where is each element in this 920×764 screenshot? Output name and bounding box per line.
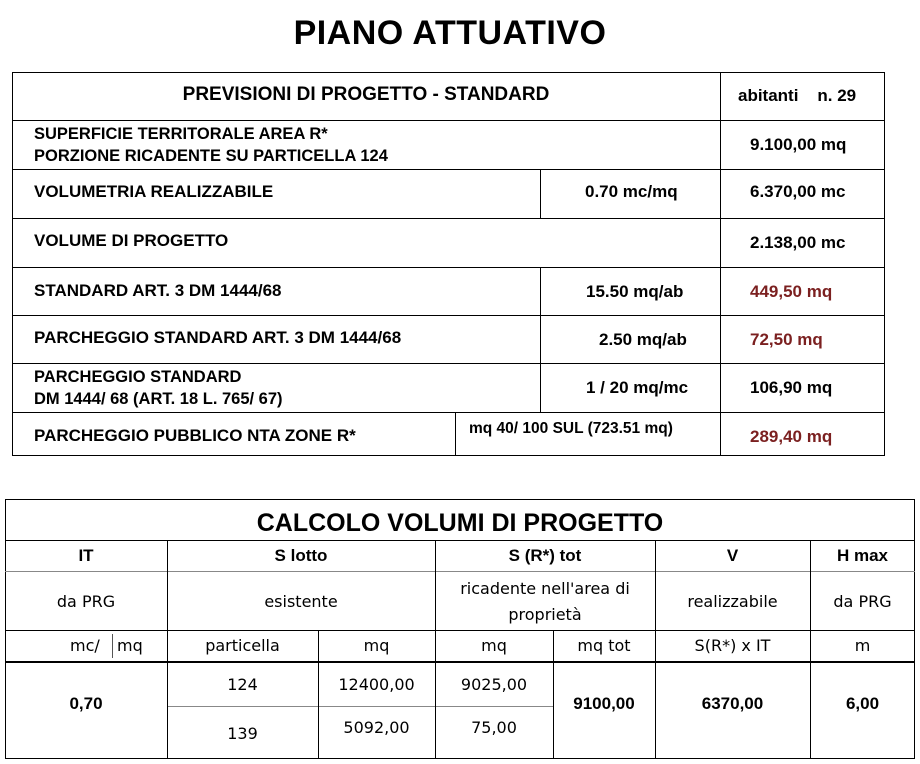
unit-it-mq: mq bbox=[117, 636, 143, 655]
row-standard-label: STANDARD ART. 3 DM 1444/68 bbox=[34, 281, 282, 300]
unit-it-mc: mc/ bbox=[70, 636, 100, 655]
col-v-header: V bbox=[726, 546, 739, 565]
unit-h: m bbox=[854, 636, 871, 655]
data-it: 0,70 bbox=[69, 694, 103, 713]
row-parcheggio-pubblico-value: 289,40 mq bbox=[750, 427, 833, 446]
row-parcheggio-dm-value: 106,90 mq bbox=[750, 378, 833, 397]
abitanti-label: abitanti n. 29 bbox=[738, 86, 857, 105]
unit-slotto-mq: mq bbox=[363, 636, 390, 655]
row-parcheggio-value: 72,50 mq bbox=[750, 330, 823, 349]
col-sr-header: S (R*) tot bbox=[508, 546, 582, 565]
sub-it: da PRG bbox=[56, 592, 116, 611]
row-parcheggio-param: 2.50 mq/ab bbox=[599, 330, 687, 349]
data-mq-2: 5092,00 bbox=[343, 718, 410, 737]
col-it-header: IT bbox=[78, 546, 94, 565]
sub-slotto: esistente bbox=[264, 592, 338, 611]
row-parcheggio-pubblico-label: PARCHEGGIO PUBBLICO NTA ZONE R* bbox=[34, 426, 356, 445]
row-parcheggio-dm-label: PARCHEGGIO STANDARD DM 1444/ 68 (ART. 18 L. 765/ 67) bbox=[34, 368, 283, 408]
unit-mq-tot: mq tot bbox=[577, 636, 631, 655]
data-sr-1: 9025,00 bbox=[460, 675, 528, 694]
row-superficie-label: SUPERFICIE TERRITORALE AREA R* PORZIONE RICADENTE SU PARTICELLA 124 bbox=[34, 125, 388, 165]
unit-sr-mq: mq bbox=[481, 636, 507, 655]
data-particella-1: 124 bbox=[227, 675, 258, 694]
data-sr-2: 75,00 bbox=[471, 718, 517, 737]
data-particella-2: 139 bbox=[227, 724, 258, 743]
data-mq-tot: 9100,00 bbox=[573, 694, 635, 713]
col-hmax-header: H max bbox=[836, 546, 889, 565]
row-volumetria-value: 6.370,00 mc bbox=[750, 182, 846, 201]
row-parcheggio-dm-param: 1 / 20 mq/mc bbox=[586, 378, 689, 397]
unit-particella: particella bbox=[205, 636, 280, 655]
standard-table-header: PREVISIONI DI PROGETTO - STANDARD bbox=[182, 84, 550, 105]
row-volumetria-param: 0.70 mc/mq bbox=[585, 182, 678, 201]
sub-v: realizzabile bbox=[687, 592, 778, 611]
sub-hmax: da PRG bbox=[833, 592, 892, 611]
row-volume-value: 2.138,00 mc bbox=[750, 233, 846, 252]
data-h: 6,00 bbox=[845, 694, 880, 713]
row-volumetria-label: VOLUMETRIA REALIZZABILE bbox=[34, 182, 274, 201]
col-slotto-header: S lotto bbox=[274, 546, 328, 565]
row-parcheggio-label: PARCHEGGIO STANDARD ART. 3 DM 1444/68 bbox=[34, 328, 402, 347]
data-v: 6370,00 bbox=[701, 694, 764, 713]
row-volume-label: VOLUME DI PROGETTO bbox=[34, 231, 229, 250]
data-mq-1: 12400,00 bbox=[338, 675, 415, 694]
sub-sr: ricadente nell'area di proprietà bbox=[460, 579, 630, 624]
page-title: PIANO ATTUATIVO bbox=[293, 14, 607, 52]
row-parcheggio-pubblico-param: mq 40/ 100 SUL (723.51 mq) bbox=[469, 420, 673, 437]
row-standard-param: 15.50 mq/ab bbox=[586, 282, 684, 301]
unit-v: S(R*) x IT bbox=[694, 636, 771, 655]
row-standard-value: 449,50 mq bbox=[750, 282, 833, 301]
calcolo-title: CALCOLO VOLUMI DI PROGETTO bbox=[256, 509, 664, 537]
row-superficie-value: 9.100,00 mq bbox=[750, 135, 847, 154]
